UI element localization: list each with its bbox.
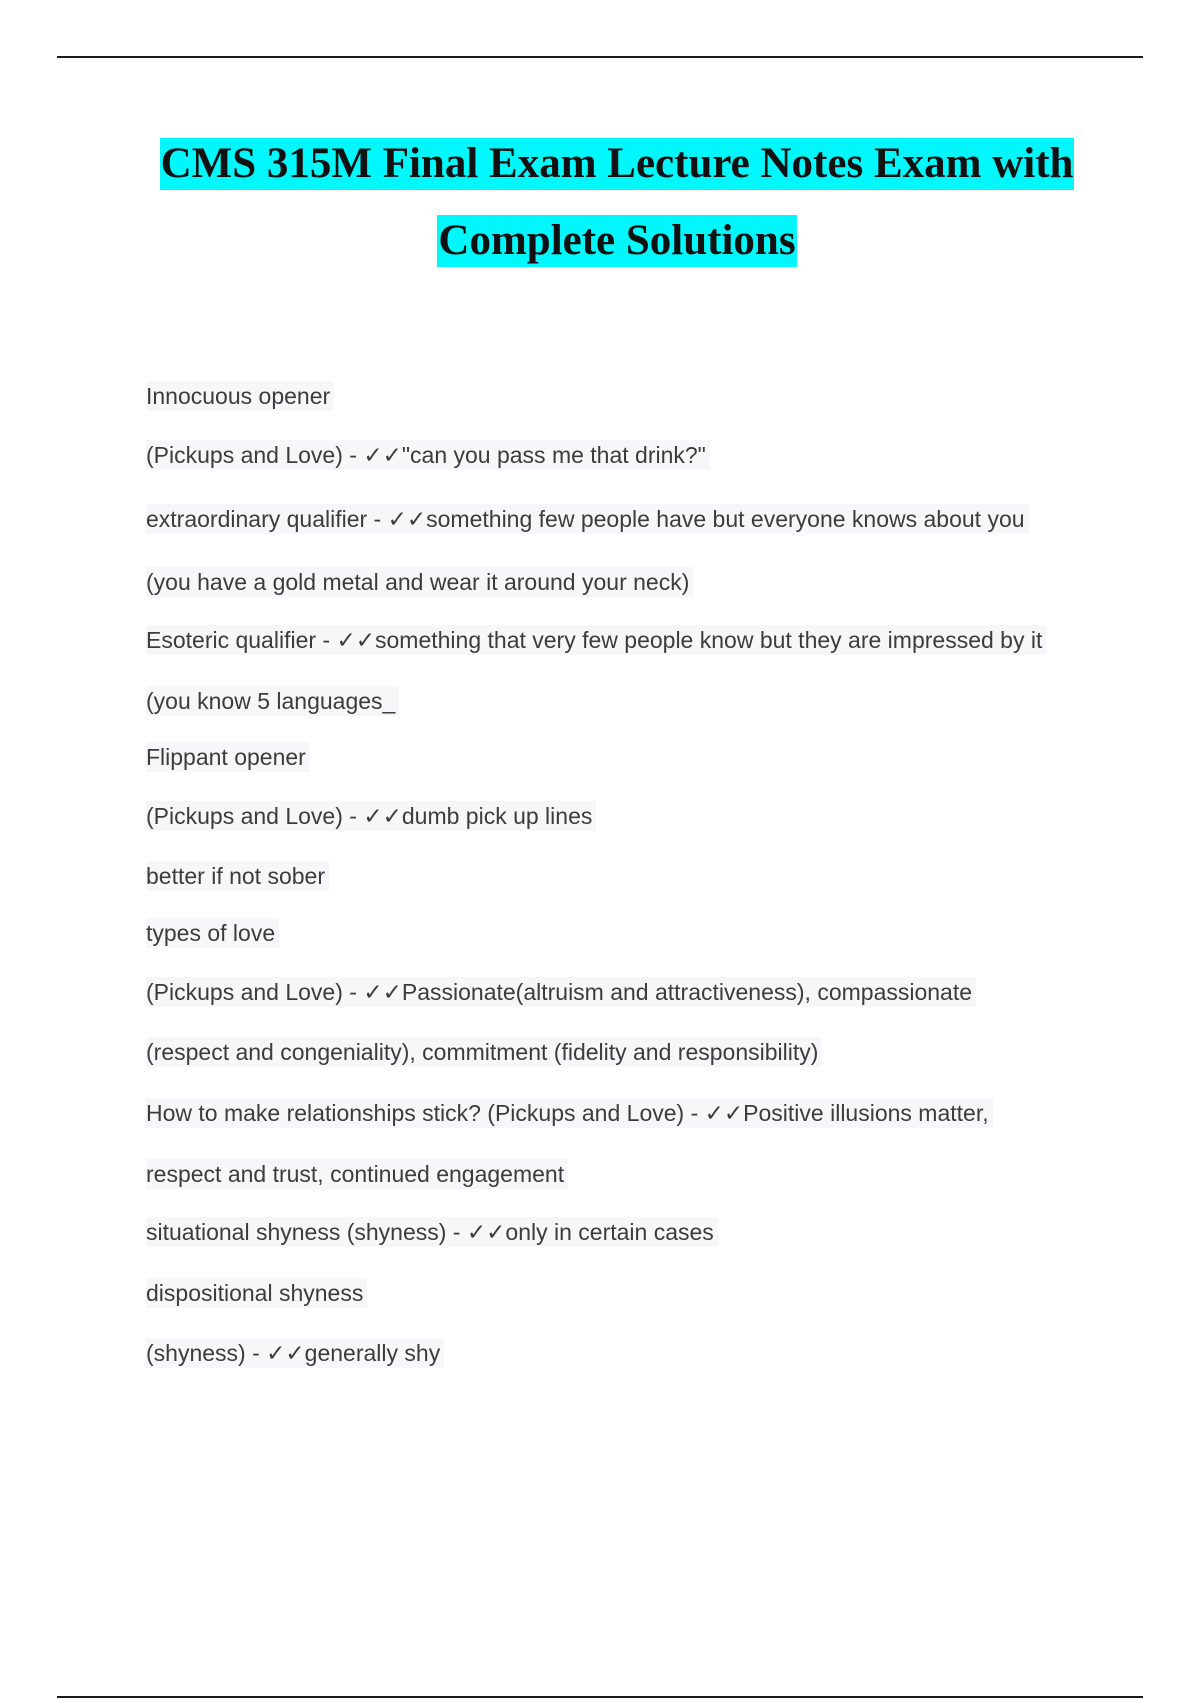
note-line: Innocuous opener (146, 381, 334, 411)
top-rule (57, 56, 1143, 58)
note-line: respect and trust, continued engagement (146, 1159, 568, 1189)
note-line: Flippant opener (146, 742, 310, 772)
bottom-rule (57, 1696, 1143, 1698)
note-line: dispositional shyness (146, 1278, 367, 1308)
note-line: (respect and congeniality), commitment (fidelity and responsibility) (146, 1037, 822, 1067)
note-line: (you have a gold metal and wear it around your neck) (146, 567, 693, 597)
document-title (0, 138, 1200, 267)
note-line: (shyness) - ✓✓generally shy (146, 1338, 444, 1368)
note-line: (you know 5 languages_ (146, 686, 399, 716)
note-line: types of love (146, 918, 279, 948)
note-line: (Pickups and Love) - ✓✓"can you pass me that drink?" (146, 440, 710, 470)
note-line: extraordinary qualifier - ✓✓something few people have but everyone knows about you (146, 504, 1029, 534)
title-line-2: Complete Solutions (437, 215, 796, 267)
note-line: (Pickups and Love) - ✓✓dumb pick up lines (146, 801, 596, 831)
note-line: better if not sober (146, 861, 329, 891)
note-line: situational shyness (shyness) - ✓✓only in certain cases (146, 1217, 718, 1247)
title-line-1: CMS 315M Final Exam Lecture Notes Exam with (160, 138, 1075, 190)
note-line: Esoteric qualifier - ✓✓something that very few people know but they are impressed by it (146, 625, 1046, 655)
note-line: (Pickups and Love) - ✓✓Passionate(altruism and attractiveness), compassionate (146, 977, 976, 1007)
note-line: How to make relationships stick? (Pickups and Love) - ✓✓Positive illusions matter, (146, 1098, 993, 1128)
